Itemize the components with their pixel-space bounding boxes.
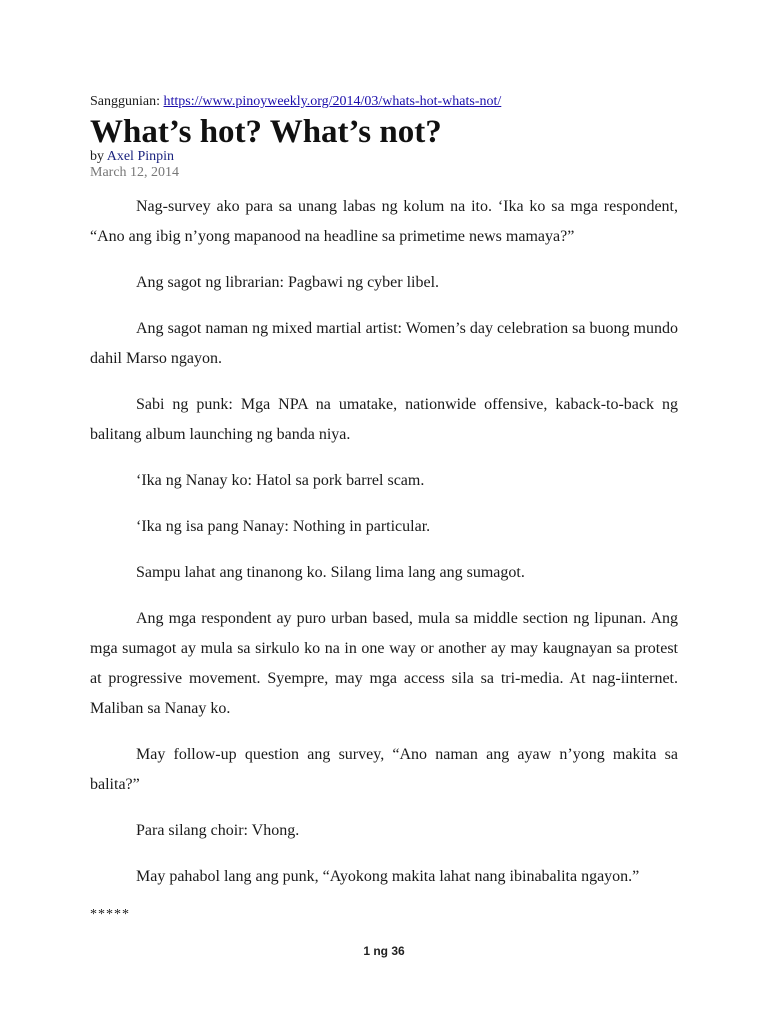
paragraph: Sampu lahat ang tinanong ko. Silang lima lang ang sumagot. [136, 564, 525, 581]
article-date: March 12, 2014 [90, 165, 180, 180]
paragraph: ‘Ika ng isa pang Nanay: Nothing in particular. [136, 518, 431, 535]
article-body [90, 192, 678, 908]
byline-prefix: by [90, 149, 104, 164]
paragraph: ‘Ika ng Nanay ko: Hatol sa pork barrel scam. [136, 472, 425, 489]
author-name: Axel Pinpin [106, 149, 175, 164]
paragraph: Sabi ng punk: Mga NPA na umatake, nationwide offensive, kaback-to-back ng balitang album launching ng banda niya. [90, 396, 678, 443]
page-indicator: 1 ng 36 [363, 944, 405, 958]
byline [90, 148, 174, 165]
paragraph: May follow-up question ang survey, “Ano naman ang ayaw n’yong makita sa balita?” [90, 746, 678, 793]
source-label: Sanggunian: [90, 94, 160, 109]
source-link[interactable]: https://www.pinoyweekly.org/2014/03/whats-hot-whats-not/ [163, 94, 502, 109]
section-separator: ***** [90, 907, 130, 922]
paragraph: Ang mga respondent ay puro urban based, mula sa middle section ng lipunan. Ang mga sumagot ay mula sa sirkulo ko na in one way or another ay may kaugnayan sa protest at progressive movement. Syempre, may mga access sila sa tri-media. At nag-iinternet. Maliban sa Nanay ko. [90, 610, 678, 717]
paragraph: Ang sagot naman ng mixed martial artist: Women’s day celebration sa buong mundo dahil Marso ngayon. [90, 320, 678, 367]
paragraph: May pahabol lang ang punk, “Ayokong makita lahat nang ibinabalita ngayon.” [136, 868, 640, 885]
paragraph: Para silang choir: Vhong. [136, 822, 300, 839]
paragraph: Ang sagot ng librarian: Pagbawi ng cyber libel. [136, 274, 440, 291]
source-line [90, 93, 501, 111]
paragraph: Nag-survey ako para sa unang labas ng kolum na ito. ‘Ika ko sa mga respondent, “Ano ang ibig n’yong mapanood na headline sa primetime news mamaya?” [90, 198, 678, 245]
article-title: What’s hot? What’s not? [90, 114, 442, 150]
